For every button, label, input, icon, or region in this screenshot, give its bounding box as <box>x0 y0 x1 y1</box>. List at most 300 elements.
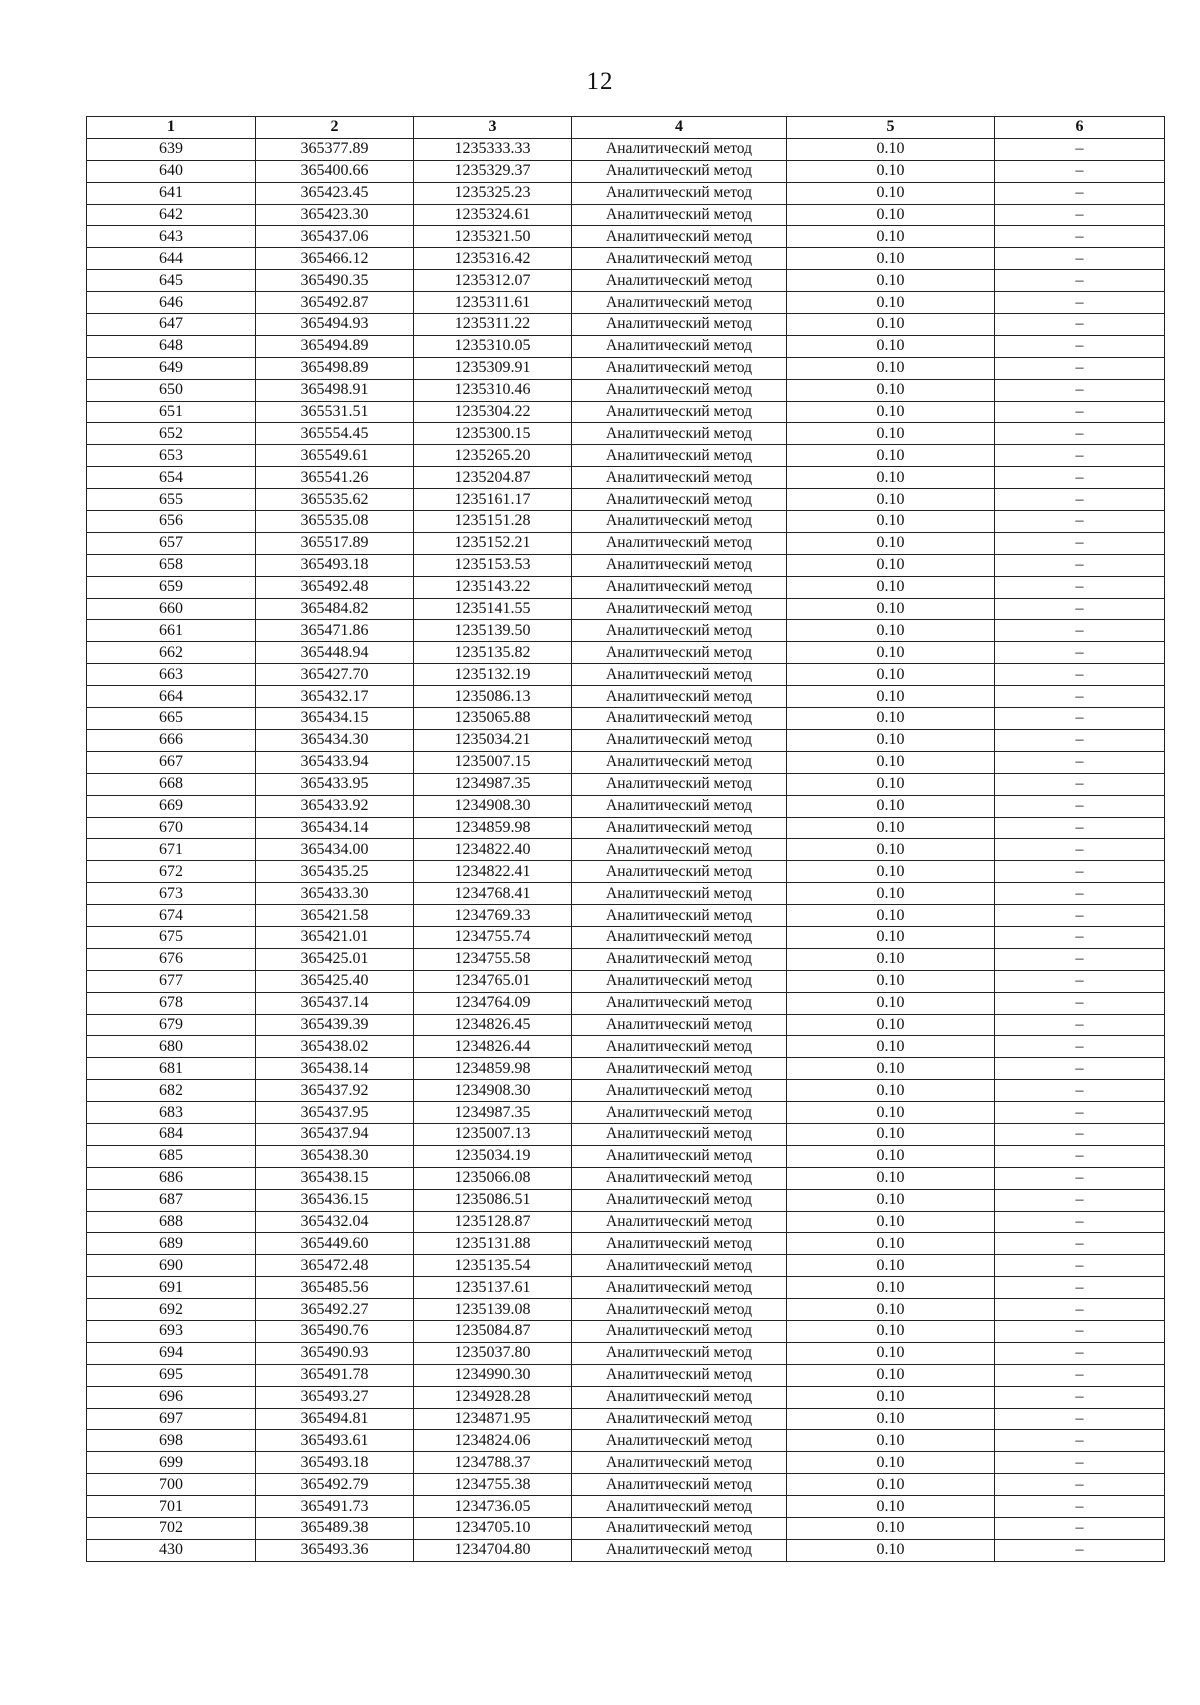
table-row <box>87 270 1165 292</box>
point-number-cell: 693 <box>87 1320 256 1342</box>
x-coordinate-cell: 365421.01 <box>256 926 414 948</box>
point-number-cell: 699 <box>87 1452 256 1474</box>
y-coordinate-cell: 1235037.80 <box>414 1342 572 1364</box>
x-coordinate-cell: 365484.82 <box>256 598 414 620</box>
note-cell: – <box>995 576 1165 598</box>
method-cell: Аналитический метод <box>572 664 787 686</box>
accuracy-cell: 0.10 <box>787 1474 995 1496</box>
table-row <box>87 620 1165 642</box>
point-number-cell: 644 <box>87 248 256 270</box>
accuracy-cell: 0.10 <box>787 1255 995 1277</box>
table-row <box>87 1167 1165 1189</box>
note-cell: – <box>995 1189 1165 1211</box>
method-cell: Аналитический метод <box>572 1452 787 1474</box>
accuracy-cell: 0.10 <box>787 1539 995 1561</box>
note-cell: – <box>995 1474 1165 1496</box>
accuracy-cell: 0.10 <box>787 270 995 292</box>
note-cell: – <box>995 1364 1165 1386</box>
point-number-cell: 689 <box>87 1233 256 1255</box>
point-number-cell: 643 <box>87 226 256 248</box>
column-header-4: 4 <box>572 117 787 139</box>
note-cell: – <box>995 335 1165 357</box>
y-coordinate-cell: 1234908.30 <box>414 1080 572 1102</box>
table-row <box>87 182 1165 204</box>
x-coordinate-cell: 365549.61 <box>256 445 414 467</box>
y-coordinate-cell: 1234704.80 <box>414 1539 572 1561</box>
method-cell: Аналитический метод <box>572 1474 787 1496</box>
accuracy-cell: 0.10 <box>787 467 995 489</box>
accuracy-cell: 0.10 <box>787 532 995 554</box>
point-number-cell: 694 <box>87 1342 256 1364</box>
point-number-cell: 650 <box>87 379 256 401</box>
x-coordinate-cell: 365433.92 <box>256 795 414 817</box>
note-cell: – <box>995 1145 1165 1167</box>
x-coordinate-cell: 365437.95 <box>256 1102 414 1124</box>
x-coordinate-cell: 365400.66 <box>256 160 414 182</box>
point-number-cell: 680 <box>87 1036 256 1058</box>
y-coordinate-cell: 1234736.05 <box>414 1496 572 1518</box>
point-number-cell: 686 <box>87 1167 256 1189</box>
column-header-3: 3 <box>414 117 572 139</box>
y-coordinate-cell: 1235316.42 <box>414 248 572 270</box>
table-row <box>87 861 1165 883</box>
note-cell: – <box>995 248 1165 270</box>
accuracy-cell: 0.10 <box>787 1123 995 1145</box>
method-cell: Аналитический метод <box>572 773 787 795</box>
x-coordinate-cell: 365437.92 <box>256 1080 414 1102</box>
y-coordinate-cell: 1235065.88 <box>414 708 572 730</box>
y-coordinate-cell: 1234768.41 <box>414 883 572 905</box>
table-row <box>87 686 1165 708</box>
x-coordinate-cell: 365425.01 <box>256 948 414 970</box>
note-cell: – <box>995 511 1165 533</box>
accuracy-cell: 0.10 <box>787 1342 995 1364</box>
method-cell: Аналитический метод <box>572 1014 787 1036</box>
accuracy-cell: 0.10 <box>787 620 995 642</box>
note-cell: – <box>995 314 1165 336</box>
table-row <box>87 839 1165 861</box>
note-cell: – <box>995 992 1165 1014</box>
table-row <box>87 992 1165 1014</box>
y-coordinate-cell: 1235311.22 <box>414 314 572 336</box>
point-number-cell: 678 <box>87 992 256 1014</box>
table-row <box>87 1408 1165 1430</box>
method-cell: Аналитический метод <box>572 576 787 598</box>
x-coordinate-cell: 365471.86 <box>256 620 414 642</box>
x-coordinate-cell: 365432.17 <box>256 686 414 708</box>
method-cell: Аналитический метод <box>572 423 787 445</box>
y-coordinate-cell: 1234859.98 <box>414 817 572 839</box>
note-cell: – <box>995 1342 1165 1364</box>
note-cell: – <box>995 1496 1165 1518</box>
note-cell: – <box>995 598 1165 620</box>
method-cell: Аналитический метод <box>572 992 787 1014</box>
accuracy-cell: 0.10 <box>787 948 995 970</box>
point-number-cell: 672 <box>87 861 256 883</box>
x-coordinate-cell: 365491.73 <box>256 1496 414 1518</box>
accuracy-cell: 0.10 <box>787 817 995 839</box>
method-cell: Аналитический метод <box>572 1320 787 1342</box>
accuracy-cell: 0.10 <box>787 773 995 795</box>
method-cell: Аналитический метод <box>572 270 787 292</box>
table-row <box>87 248 1165 270</box>
y-coordinate-cell: 1235152.21 <box>414 532 572 554</box>
y-coordinate-cell: 1235310.46 <box>414 379 572 401</box>
x-coordinate-cell: 365535.08 <box>256 511 414 533</box>
x-coordinate-cell: 365491.78 <box>256 1364 414 1386</box>
table-row <box>87 357 1165 379</box>
point-number-cell: 649 <box>87 357 256 379</box>
x-coordinate-cell: 365493.18 <box>256 554 414 576</box>
table-row <box>87 379 1165 401</box>
y-coordinate-cell: 1234824.06 <box>414 1430 572 1452</box>
point-number-cell: 675 <box>87 926 256 948</box>
table-row <box>87 926 1165 948</box>
method-cell: Аналитический метод <box>572 1123 787 1145</box>
note-cell: – <box>995 861 1165 883</box>
note-cell: – <box>995 686 1165 708</box>
y-coordinate-cell: 1235128.87 <box>414 1211 572 1233</box>
table-row <box>87 1320 1165 1342</box>
method-cell: Аналитический метод <box>572 751 787 773</box>
point-number-cell: 690 <box>87 1255 256 1277</box>
point-number-cell: 677 <box>87 970 256 992</box>
note-cell: – <box>995 729 1165 751</box>
x-coordinate-cell: 365493.36 <box>256 1539 414 1561</box>
x-coordinate-cell: 365437.14 <box>256 992 414 1014</box>
accuracy-cell: 0.10 <box>787 1014 995 1036</box>
note-cell: – <box>995 1277 1165 1299</box>
accuracy-cell: 0.10 <box>787 1211 995 1233</box>
method-cell: Аналитический метод <box>572 357 787 379</box>
x-coordinate-cell: 365493.27 <box>256 1386 414 1408</box>
table-row <box>87 598 1165 620</box>
y-coordinate-cell: 1235139.08 <box>414 1299 572 1321</box>
accuracy-cell: 0.10 <box>787 292 995 314</box>
y-coordinate-cell: 1234765.01 <box>414 970 572 992</box>
x-coordinate-cell: 365498.91 <box>256 379 414 401</box>
method-cell: Аналитический метод <box>572 204 787 226</box>
y-coordinate-cell: 1235135.54 <box>414 1255 572 1277</box>
x-coordinate-cell: 365490.93 <box>256 1342 414 1364</box>
y-coordinate-cell: 1234990.30 <box>414 1364 572 1386</box>
point-number-cell: 670 <box>87 817 256 839</box>
point-number-cell: 687 <box>87 1189 256 1211</box>
method-cell: Аналитический метод <box>572 532 787 554</box>
x-coordinate-cell: 365436.15 <box>256 1189 414 1211</box>
x-coordinate-cell: 365493.61 <box>256 1430 414 1452</box>
accuracy-cell: 0.10 <box>787 379 995 401</box>
note-cell: – <box>995 839 1165 861</box>
table-row <box>87 773 1165 795</box>
accuracy-cell: 0.10 <box>787 423 995 445</box>
point-number-cell: 639 <box>87 138 256 160</box>
accuracy-cell: 0.10 <box>787 1496 995 1518</box>
x-coordinate-cell: 365433.95 <box>256 773 414 795</box>
point-number-cell: 655 <box>87 489 256 511</box>
table-row <box>87 554 1165 576</box>
accuracy-cell: 0.10 <box>787 489 995 511</box>
method-cell: Аналитический метод <box>572 445 787 467</box>
method-cell: Аналитический метод <box>572 1189 787 1211</box>
method-cell: Аналитический метод <box>572 1211 787 1233</box>
accuracy-cell: 0.10 <box>787 160 995 182</box>
accuracy-cell: 0.10 <box>787 686 995 708</box>
accuracy-cell: 0.10 <box>787 1386 995 1408</box>
accuracy-cell: 0.10 <box>787 751 995 773</box>
point-number-cell: 645 <box>87 270 256 292</box>
accuracy-cell: 0.10 <box>787 1036 995 1058</box>
method-cell: Аналитический метод <box>572 1233 787 1255</box>
accuracy-cell: 0.10 <box>787 401 995 423</box>
table-row <box>87 576 1165 598</box>
table-row <box>87 1014 1165 1036</box>
point-number-cell: 647 <box>87 314 256 336</box>
point-number-cell: 701 <box>87 1496 256 1518</box>
y-coordinate-cell: 1235324.61 <box>414 204 572 226</box>
accuracy-cell: 0.10 <box>787 970 995 992</box>
accuracy-cell: 0.10 <box>787 839 995 861</box>
table-row <box>87 314 1165 336</box>
accuracy-cell: 0.10 <box>787 248 995 270</box>
point-number-cell: 662 <box>87 642 256 664</box>
note-cell: – <box>995 970 1165 992</box>
note-cell: – <box>995 226 1165 248</box>
point-number-cell: 673 <box>87 883 256 905</box>
accuracy-cell: 0.10 <box>787 729 995 751</box>
y-coordinate-cell: 1235034.21 <box>414 729 572 751</box>
point-number-cell: 648 <box>87 335 256 357</box>
point-number-cell: 684 <box>87 1123 256 1145</box>
table-row <box>87 970 1165 992</box>
y-coordinate-cell: 1235300.15 <box>414 423 572 445</box>
method-cell: Аналитический метод <box>572 489 787 511</box>
x-coordinate-cell: 365449.60 <box>256 1233 414 1255</box>
note-cell: – <box>995 926 1165 948</box>
table-row <box>87 708 1165 730</box>
x-coordinate-cell: 365535.62 <box>256 489 414 511</box>
point-number-cell: 646 <box>87 292 256 314</box>
y-coordinate-cell: 1235312.07 <box>414 270 572 292</box>
method-cell: Аналитический метод <box>572 1036 787 1058</box>
x-coordinate-cell: 365448.94 <box>256 642 414 664</box>
accuracy-cell: 0.10 <box>787 1167 995 1189</box>
note-cell: – <box>995 751 1165 773</box>
y-coordinate-cell: 1234755.58 <box>414 948 572 970</box>
table-row <box>87 160 1165 182</box>
point-number-cell: 652 <box>87 423 256 445</box>
y-coordinate-cell: 1235325.23 <box>414 182 572 204</box>
table-row <box>87 1364 1165 1386</box>
table-row <box>87 138 1165 160</box>
method-cell: Аналитический метод <box>572 1342 787 1364</box>
note-cell: – <box>995 795 1165 817</box>
accuracy-cell: 0.10 <box>787 708 995 730</box>
y-coordinate-cell: 1235139.50 <box>414 620 572 642</box>
point-number-cell: 697 <box>87 1408 256 1430</box>
note-cell: – <box>995 182 1165 204</box>
method-cell: Аналитический метод <box>572 554 787 576</box>
method-cell: Аналитический метод <box>572 948 787 970</box>
x-coordinate-cell: 365498.89 <box>256 357 414 379</box>
point-number-cell: 691 <box>87 1277 256 1299</box>
column-header-2: 2 <box>256 117 414 139</box>
accuracy-cell: 0.10 <box>787 1408 995 1430</box>
method-cell: Аналитический метод <box>572 708 787 730</box>
method-cell: Аналитический метод <box>572 1102 787 1124</box>
note-cell: – <box>995 905 1165 927</box>
method-cell: Аналитический метод <box>572 642 787 664</box>
accuracy-cell: 0.10 <box>787 357 995 379</box>
table-row <box>87 292 1165 314</box>
table-row <box>87 1123 1165 1145</box>
accuracy-cell: 0.10 <box>787 1102 995 1124</box>
x-coordinate-cell: 365541.26 <box>256 467 414 489</box>
y-coordinate-cell: 1235151.28 <box>414 511 572 533</box>
x-coordinate-cell: 365489.38 <box>256 1518 414 1540</box>
table-row <box>87 226 1165 248</box>
note-cell: – <box>995 1233 1165 1255</box>
y-coordinate-cell: 1235304.22 <box>414 401 572 423</box>
note-cell: – <box>995 1211 1165 1233</box>
note-cell: – <box>995 532 1165 554</box>
method-cell: Аналитический метод <box>572 795 787 817</box>
method-cell: Аналитический метод <box>572 1364 787 1386</box>
y-coordinate-cell: 1234859.98 <box>414 1058 572 1080</box>
point-number-cell: 698 <box>87 1430 256 1452</box>
method-cell: Аналитический метод <box>572 335 787 357</box>
point-number-cell: 658 <box>87 554 256 576</box>
y-coordinate-cell: 1235153.53 <box>414 554 572 576</box>
y-coordinate-cell: 1234755.74 <box>414 926 572 948</box>
point-number-cell: 702 <box>87 1518 256 1540</box>
table-row <box>87 883 1165 905</box>
point-number-cell: 685 <box>87 1145 256 1167</box>
y-coordinate-cell: 1234822.40 <box>414 839 572 861</box>
accuracy-cell: 0.10 <box>787 1518 995 1540</box>
method-cell: Аналитический метод <box>572 248 787 270</box>
y-coordinate-cell: 1234908.30 <box>414 795 572 817</box>
point-number-cell: 679 <box>87 1014 256 1036</box>
point-number-cell: 653 <box>87 445 256 467</box>
note-cell: – <box>995 1014 1165 1036</box>
accuracy-cell: 0.10 <box>787 1364 995 1386</box>
method-cell: Аналитический метод <box>572 1255 787 1277</box>
x-coordinate-cell: 365434.15 <box>256 708 414 730</box>
accuracy-cell: 0.10 <box>787 992 995 1014</box>
table-row <box>87 1342 1165 1364</box>
note-cell: – <box>995 1430 1165 1452</box>
y-coordinate-cell: 1235007.15 <box>414 751 572 773</box>
method-cell: Аналитический метод <box>572 1277 787 1299</box>
y-coordinate-cell: 1235161.17 <box>414 489 572 511</box>
x-coordinate-cell: 365494.81 <box>256 1408 414 1430</box>
accuracy-cell: 0.10 <box>787 905 995 927</box>
x-coordinate-cell: 365377.89 <box>256 138 414 160</box>
point-number-cell: 696 <box>87 1386 256 1408</box>
note-cell: – <box>995 270 1165 292</box>
accuracy-cell: 0.10 <box>787 1299 995 1321</box>
table-row <box>87 905 1165 927</box>
table-row <box>87 1233 1165 1255</box>
table-row <box>87 423 1165 445</box>
y-coordinate-cell: 1235135.82 <box>414 642 572 664</box>
x-coordinate-cell: 365434.30 <box>256 729 414 751</box>
column-header-5: 5 <box>787 117 995 139</box>
table-row <box>87 1058 1165 1080</box>
note-cell: – <box>995 708 1165 730</box>
table-row <box>87 401 1165 423</box>
x-coordinate-cell: 365492.79 <box>256 1474 414 1496</box>
table-row <box>87 467 1165 489</box>
table-row <box>87 1255 1165 1277</box>
note-cell: – <box>995 489 1165 511</box>
note-cell: – <box>995 138 1165 160</box>
accuracy-cell: 0.10 <box>787 1189 995 1211</box>
method-cell: Аналитический метод <box>572 1058 787 1080</box>
y-coordinate-cell: 1235132.19 <box>414 664 572 686</box>
method-cell: Аналитический метод <box>572 1496 787 1518</box>
table-row <box>87 1102 1165 1124</box>
table-row <box>87 729 1165 751</box>
table-row <box>87 511 1165 533</box>
table-row <box>87 1189 1165 1211</box>
column-header-1: 1 <box>87 117 256 139</box>
accuracy-cell: 0.10 <box>787 554 995 576</box>
accuracy-cell: 0.10 <box>787 642 995 664</box>
method-cell: Аналитический метод <box>572 226 787 248</box>
y-coordinate-cell: 1234822.41 <box>414 861 572 883</box>
accuracy-cell: 0.10 <box>787 1320 995 1342</box>
table-row <box>87 1474 1165 1496</box>
table-row <box>87 532 1165 554</box>
x-coordinate-cell: 365493.18 <box>256 1452 414 1474</box>
point-number-cell: 654 <box>87 467 256 489</box>
method-cell: Аналитический метод <box>572 1518 787 1540</box>
method-cell: Аналитический метод <box>572 1430 787 1452</box>
coordinates-table <box>86 116 1165 1562</box>
point-number-cell: 642 <box>87 204 256 226</box>
method-cell: Аналитический метод <box>572 729 787 751</box>
note-cell: – <box>995 204 1165 226</box>
x-coordinate-cell: 365423.45 <box>256 182 414 204</box>
x-coordinate-cell: 365433.94 <box>256 751 414 773</box>
method-cell: Аналитический метод <box>572 1386 787 1408</box>
y-coordinate-cell: 1235034.19 <box>414 1145 572 1167</box>
y-coordinate-cell: 1235310.05 <box>414 335 572 357</box>
y-coordinate-cell: 1234764.09 <box>414 992 572 1014</box>
x-coordinate-cell: 365432.04 <box>256 1211 414 1233</box>
table-row <box>87 1299 1165 1321</box>
method-cell: Аналитический метод <box>572 467 787 489</box>
table-row <box>87 1496 1165 1518</box>
table-row <box>87 335 1165 357</box>
table-row <box>87 204 1165 226</box>
note-cell: – <box>995 1452 1165 1474</box>
note-cell: – <box>995 554 1165 576</box>
x-coordinate-cell: 365434.00 <box>256 839 414 861</box>
accuracy-cell: 0.10 <box>787 1080 995 1102</box>
point-number-cell: 665 <box>87 708 256 730</box>
method-cell: Аналитический метод <box>572 686 787 708</box>
y-coordinate-cell: 1235309.91 <box>414 357 572 379</box>
point-number-cell: 656 <box>87 511 256 533</box>
note-cell: – <box>995 1518 1165 1540</box>
accuracy-cell: 0.10 <box>787 576 995 598</box>
y-coordinate-cell: 1235066.08 <box>414 1167 572 1189</box>
table-row <box>87 1386 1165 1408</box>
method-cell: Аналитический метод <box>572 1167 787 1189</box>
